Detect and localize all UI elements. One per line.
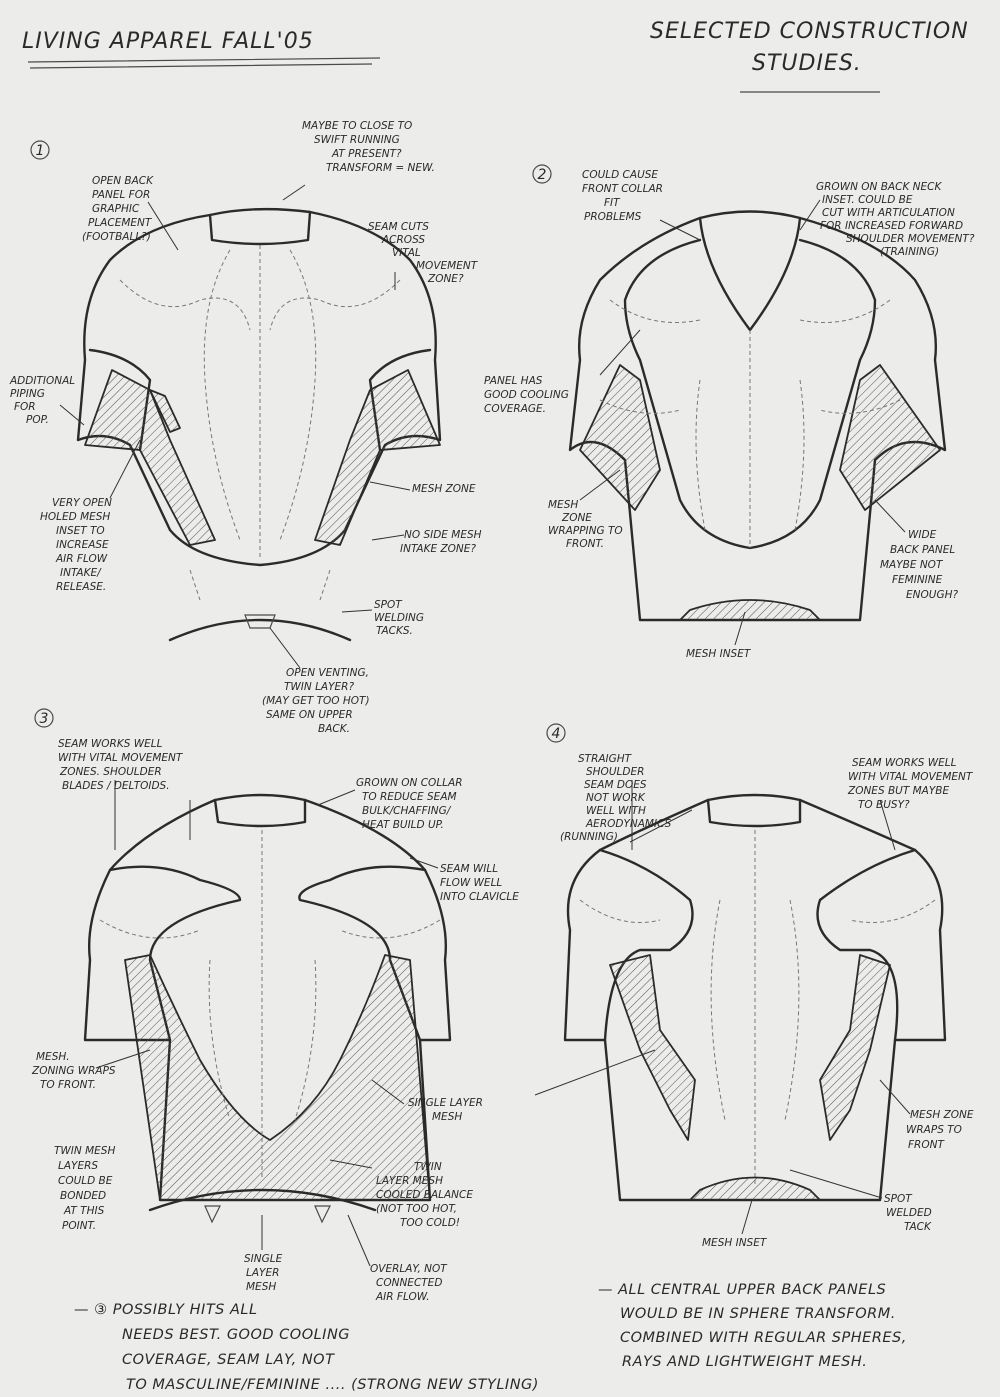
note-twin-mesh-bonded: TWIN MESH LAYERS COULD BE BONDED AT THIS POINT.	[54, 1145, 116, 1232]
study-1-garment-back	[78, 209, 440, 640]
title-underline	[28, 58, 380, 68]
footer-right-notes: — ALL CENTRAL UPPER BACK PANELS WOULD BE IN SPHERE TRANSFORM. COMBINED WITH REGULAR SPHERES, RAYS AND LIGHTWEIGHT MESH.	[598, 1282, 907, 1370]
study-3	[31, 709, 519, 1303]
note-mesh-inset-2: MESH INSET	[686, 648, 751, 660]
note-mesh-zone: MESH ZONE	[412, 483, 476, 495]
sheet-subtitle-line2: STUDIES.	[752, 51, 862, 76]
note-straight-shoulder: STRAIGHT SHOULDER SEAM DOES NOT WORK WELL WITH AERODYNAMICS (RUNNING)	[560, 753, 672, 843]
note-very-open-holed-mesh: VERY OPEN HOLED MESH INSET TO INCREASE AIR FLOW INTAKE/ RELEASE.	[40, 497, 112, 593]
note-mesh-zone-wrapping: MESH ZONE WRAPPING TO FRONT.	[548, 499, 623, 550]
note-single-layer-mesh-center: SINGLE LAYER MESH	[244, 1253, 283, 1293]
note-mesh-zoning-wraps: MESH. ZONING WRAPS TO FRONT.	[32, 1051, 116, 1091]
note-seam-works-well-4: SEAM WORKS WELL WITH VITAL MOVEMENT ZONES BUT MAYBE TO BUSY?	[848, 757, 973, 811]
note-spot-welding-tacks: SPOT WELDING TACKS.	[374, 599, 425, 637]
note-twin-layer-mesh: TWIN LAYER MESH COOLED BALANCE (NOT TOO HOT, TOO COLD!	[376, 1161, 474, 1229]
note-mesh-zone-wraps-front: MESH ZONE WRAPS TO FRONT	[906, 1109, 974, 1151]
footer-left-notes: — ③ POSSIBLY HITS ALL NEEDS BEST. GOOD COOLING COVERAGE, SEAM LAY, NOT TO MASCULINE/FEMININE .... (STRONG NEW STYLING)	[74, 1302, 539, 1393]
study-4	[535, 724, 977, 1249]
sheet-subtitle-line1: SELECTED CONSTRUCTION	[650, 19, 969, 44]
study-4-number: 4	[551, 726, 561, 742]
note-grown-on-back-neck: GROWN ON BACK NECK INSET. COULD BE CUT WITH ARTICULATION FOR INCREASED FORWARD SHOULDER MOVEMENT? (TRAINING)	[816, 181, 975, 258]
note-seam-works-well-3: SEAM WORKS WELL WITH VITAL MOVEMENT ZONES. SHOULDER BLADES / DELTOIDS.	[58, 738, 183, 792]
study-2-number: 2	[537, 167, 547, 183]
note-panel-good-cooling: PANEL HAS GOOD COOLING COVERAGE.	[484, 375, 569, 415]
note-additional-piping: ADDITIONAL PIPING FOR POP.	[10, 375, 76, 426]
study-1	[9, 120, 485, 735]
footer-notes	[74, 1282, 912, 1393]
note-spot-welded-tack: SPOT WELDED TACK	[884, 1193, 932, 1233]
study-3-annotations	[31, 738, 519, 1303]
note-no-side-mesh: NO SIDE MESH INTAKE ZONE?	[400, 529, 482, 555]
note-maybe-too-close: MAYBE TO CLOSE TO SWIFT RUNNING AT PRESENT? TRANSFORM = NEW.	[302, 120, 435, 174]
note-seam-cuts-across: SEAM CUTS ACROSS VITAL MOVEMENT ZONE?	[368, 221, 478, 285]
note-single-layer-mesh: SINGLE LAYER MESH	[408, 1097, 483, 1123]
note-overlay-not-connected: OVERLAY, NOT CONNECTED AIR FLOW.	[370, 1263, 447, 1303]
note-open-venting: OPEN VENTING, TWIN LAYER? (MAY GET TOO HOT) SAME ON UPPER BACK.	[262, 667, 370, 735]
study-2	[484, 165, 978, 660]
study-1-number: 1	[35, 143, 45, 159]
study-4-garment-back	[565, 795, 945, 1200]
study-4-annotations	[535, 753, 977, 1249]
note-grown-on-collar: GROWN ON COLLAR TO REDUCE SEAM BULK/CHAFFING/ HEAT BUILD UP.	[356, 777, 463, 831]
study-3-garment-back	[85, 795, 450, 1222]
study-3-number: 3	[39, 711, 49, 727]
sheet-title: LIVING APPAREL FALL'05	[22, 29, 314, 54]
note-front-collar-fit: COULD CAUSE FRONT COLLAR FIT PROBLEMS	[582, 169, 663, 223]
note-wide-back-panel: WIDE BACK PANEL MAYBE NOT FEMININE ENOUGH?	[880, 529, 959, 601]
note-mesh-inset-4: MESH INSET	[702, 1237, 767, 1249]
note-open-back-panel: OPEN BACK PANEL FOR GRAPHIC PLACEMENT (FOOTBALL?)	[82, 175, 154, 243]
note-seam-flow-clavicle: SEAM WILL FLOW WELL INTO CLAVICLE	[440, 863, 519, 903]
